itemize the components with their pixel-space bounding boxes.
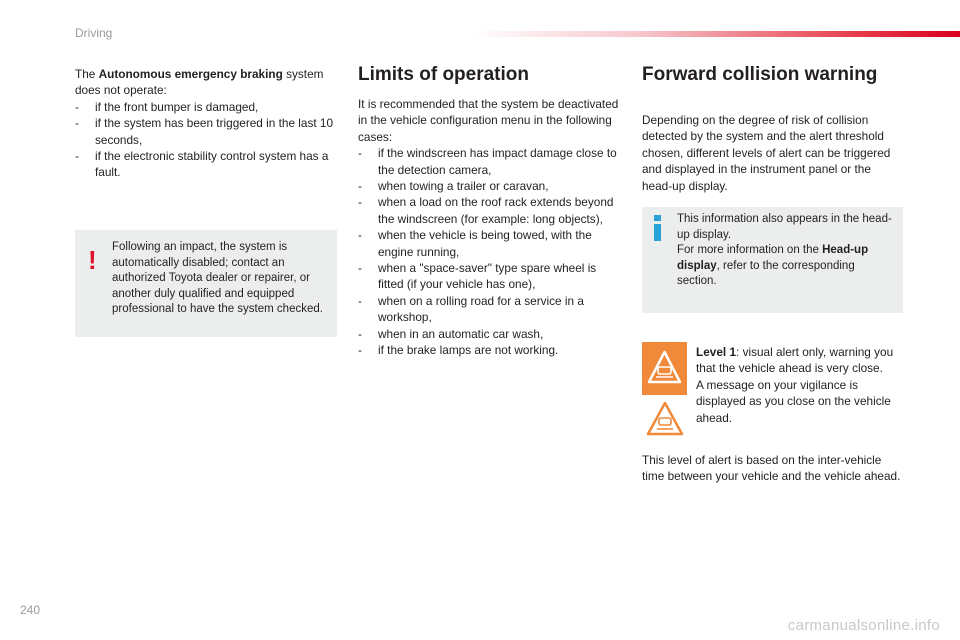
fcw-intro: Depending on the degree of risk of collision detected by the system and the alert threshold chosen, different levels of alert can be triggered and displayed in the instrument panel or the head-up display. [642, 113, 891, 193]
list-item: - if the system has been triggered in the last 10 seconds, [75, 115, 337, 148]
level1-alert-icon [642, 342, 687, 395]
warning-icon: ! [88, 245, 97, 275]
level1-display-icon [645, 400, 685, 438]
level1-label: Level 1 [696, 345, 737, 359]
fcw-outro: This level of alert is based on the inter-vehicle time between your vehicle and the vehicle ahead. [642, 453, 901, 484]
list-item: - if the windscreen has impact damage close to the detection camera, [358, 145, 624, 178]
fcw-title: Forward collision warning [642, 64, 878, 85]
limits-content [358, 96, 624, 359]
list-item: - if the electronic stability control system has a fault. [75, 148, 337, 181]
warning-box [75, 230, 337, 337]
collision-warning-outline-icon [645, 400, 685, 438]
info-text: This information also appears in the head-up display. For more information on the Head-up display, refer to the corresponding section. [677, 213, 892, 288]
aeb-limitations [75, 66, 337, 181]
page-number: 240 [20, 603, 41, 617]
list-item: - when towing a trailer or caravan, [358, 178, 624, 194]
list-item: - when in an automatic car wash, [358, 326, 624, 342]
section-label: Driving [75, 26, 113, 40]
header-accent-bar [470, 31, 960, 37]
limits-title: Limits of operation [358, 64, 529, 85]
list-item: - when the vehicle is being towed, with the engine running, [358, 227, 624, 260]
info-icon [653, 215, 662, 241]
aeb-term: Autonomous emergency braking [98, 67, 283, 81]
limits-bullet-list [358, 145, 624, 358]
aeb-intro: The Autonomous emergency braking system does not operate: [75, 67, 324, 98]
list-item: - if the brake lamps are not working. [358, 342, 624, 358]
list-item: - when a load on the roof rack extends beyond the windscreen (for example: long objects), [358, 194, 624, 227]
limits-intro: It is recommended that the system be deactivated in the vehicle configuration menu in the following cases: [358, 97, 619, 144]
list-item: - when on a rolling road for a service in a workshop, [358, 293, 624, 326]
list-item: - when a "space-saver" type spare wheel is fitted (if your vehicle has one), [358, 260, 624, 293]
list-item: - if the front bumper is damaged, [75, 99, 337, 115]
warning-text: Following an impact, the system is automatically disabled; contact an authorized Toyota dealer or repairer, or another duly qualified and equipped professional to have the system checked. [112, 241, 323, 316]
info-box [642, 207, 903, 313]
watermark: carmanualsonline.info [787, 617, 940, 634]
aeb-bullet-list [75, 99, 337, 181]
level1-description: Level 1: visual alert only, warning you that the vehicle ahead is very close. A message on your vigilance is displayed as you close on the vehicle ahead. [696, 345, 894, 425]
collision-warning-icon [642, 342, 687, 395]
